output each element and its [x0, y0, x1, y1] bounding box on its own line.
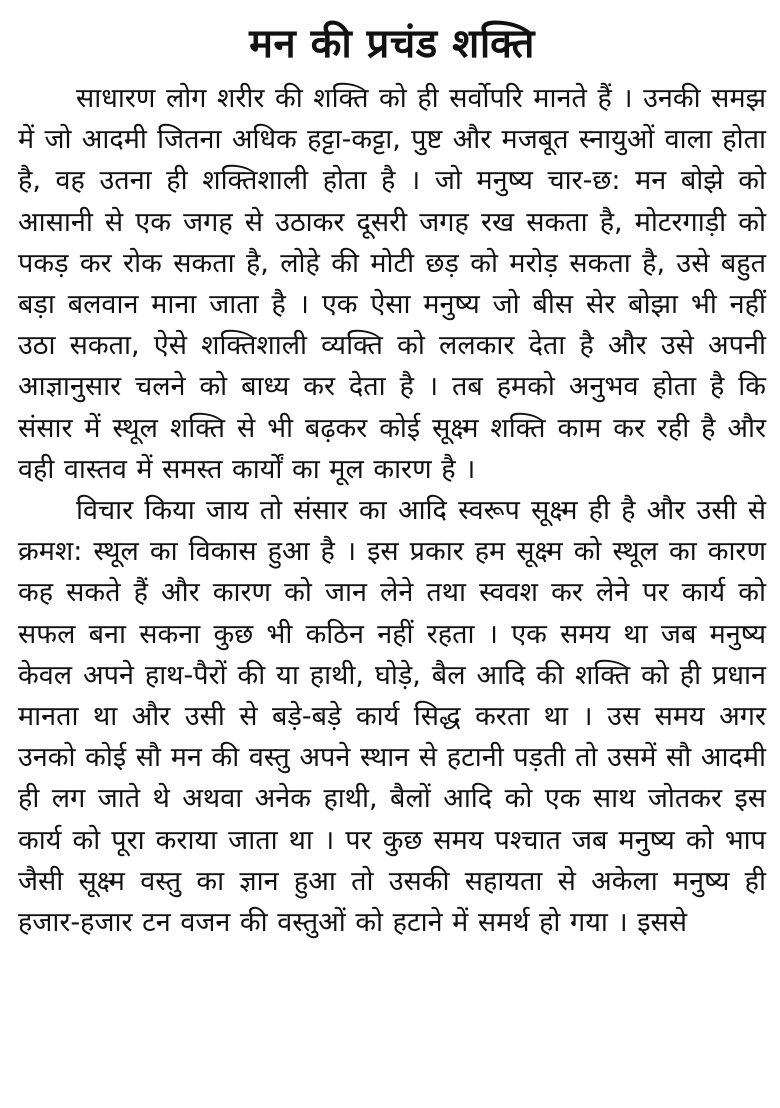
- page-title: मन की प्रचंड शक्ति: [249, 21, 535, 67]
- paragraph-1: साधारण लोग शरीर की शक्ति को ही सर्वोपरि मानते हैं । उनकी समझ में जो आदमी जितना अधिक हट्टा-कट्टा, पुष्ट और मजबूत स्नायुओं वाला होता है, वह उतना ही शक्तिशाली होता है । जो मनुष्य चार-छ: मन बोझे को आसानी से एक जगह से उठाकर दूसरी जगह रख सकता है, मोटरगाड़ी को पकड़ कर रोक सकता है, लोहे की मोटी छड़ को मरोड़ सकता है, उसे बहुत बड़ा बलवान माना जाता है । एक ऐसा मनुष्य जो बीस सेर बोझा भी नहीं उठा सकता, ऐसे शक्तिशाली व्यक्ति को ललकार देता है और उसे अपनी आज्ञानुसार चलने को बाध्य कर देता है । तब हमको अनुभव होता है कि संसार में स्थूल शक्ति से भी बढ़कर कोई सूक्ष्म शक्ति काम कर रही है और वही वास्तव में समस्त कार्यों का मूल कारण है ।: [18, 83, 766, 485]
- paragraph-2: विचार किया जाय तो संसार का आदि स्वरूप सूक्ष्म ही है और उसी से क्रमश: स्थूल का विकास हुआ है । इस प्रकार हम सूक्ष्म को स्थूल का कारण कह सकते हैं और कारण को जान लेने तथा स्ववश कर लेने पर कार्य को सफल बना सकना कुछ भी कठिन नहीं रहता । एक समय था जब मनुष्य केवल अपने हाथ-पैरों की या हाथी, घोड़े, बैल आदि की शक्ति को ही प्रधान मानता था और उसी से बड़े-बड़े कार्य सिद्ध करता था । उस समय अगर उनको कोई सौ मन की वस्तु अपने स्थान से हटानी पड़ती तो उसमें सौ आदमी ही लग जाते थे अथवा अनेक हाथी, बैलों आदि को एक साथ जोतकर इस कार्य को पूरा कराया जाता था । पर कुछ समय पश्चात जब मनुष्य को भाप जैसी सूक्ष्म वस्तु का ज्ञान हुआ तो उसकी सहायता से अकेला मनुष्य ही हजार-हजार टन वजन की वस्तुओं को हटाने में समर्थ हो गया । इससे: [18, 495, 766, 939]
